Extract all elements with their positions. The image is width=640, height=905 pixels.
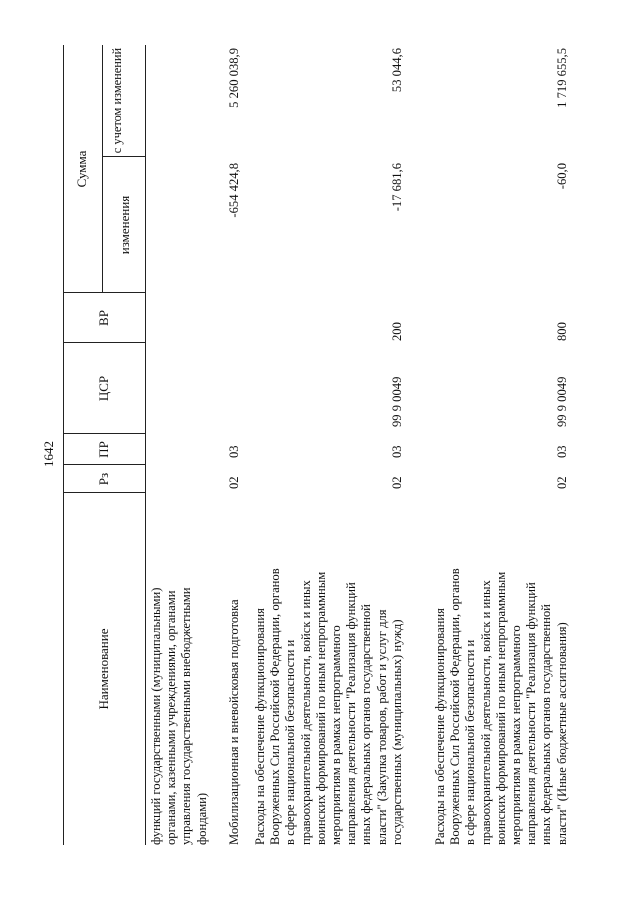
row-1-rz: 02	[227, 476, 241, 489]
row-1-name	[227, 493, 242, 845]
summa-divider	[102, 45, 103, 293]
row-3-total: 1 719 655,5	[555, 48, 569, 108]
name-line: Вооруженных Сил Российской Федерации, органов	[448, 568, 463, 845]
name-line: мероприятиям в рамках непрограммного	[329, 625, 344, 845]
name-line: в сфере национальной безопасности и	[283, 639, 298, 845]
row-1-total: 5 260 038,9	[227, 48, 241, 108]
row-0-name	[149, 493, 210, 845]
row-2-csr: 99 9 0049	[390, 376, 404, 427]
name-line: направления деятельности "Реализация функций	[524, 582, 539, 845]
name-line: функций государственными (муниципальными)	[149, 587, 163, 845]
row-1-change: -654 424,8	[227, 163, 241, 218]
header-bottom-border	[145, 45, 146, 845]
name-line: воинских формирований по иным непрограммным	[313, 571, 328, 845]
row-3-csr: 99 9 0049	[555, 376, 569, 427]
header-vr: ВР	[96, 310, 111, 326]
header-changes: изменения	[117, 195, 132, 255]
row-2-total: 53 044,6	[390, 48, 404, 93]
table-top-border	[63, 45, 64, 845]
row-2-pr: 03	[390, 445, 404, 458]
name-line: власти" (Иные бюджетные ассигнования)	[554, 622, 569, 845]
header-name: Наименование	[96, 628, 111, 710]
page-number: 1642	[41, 441, 56, 467]
row-3-change: -60,0	[555, 163, 569, 190]
name-line: Мобилизационная и вневойсковая подготовка	[227, 599, 241, 845]
name-line: воинских формирований по иным непрограммным	[493, 571, 508, 845]
name-line: иных федеральных органов государственной	[539, 604, 554, 845]
header-summa: Сумма	[74, 150, 89, 188]
name-line: в сфере национальной безопасности и	[463, 639, 478, 845]
name-line: иных федеральных органов государственной	[359, 604, 374, 845]
name-line: Расходы на обеспечение функционирования	[253, 608, 267, 845]
row-3-rz: 02	[555, 476, 569, 489]
row-3-name	[433, 493, 570, 845]
header-rz: Рз	[96, 472, 111, 486]
name-line: государственных (муниципальных) нужд)	[389, 619, 404, 845]
name-line: Расходы на обеспечение функционирования	[433, 608, 447, 845]
row-2-change: -17 681,6	[390, 163, 404, 212]
name-line: управления государственными внебюджетными	[179, 587, 194, 845]
row-3-pr: 03	[555, 445, 569, 458]
name-line: мероприятиям в рамках непрограммного	[509, 625, 524, 845]
header-csr: ЦСР	[96, 375, 111, 402]
header-pr: ПР	[96, 441, 111, 458]
name-line: направления деятельности "Реализация функций	[344, 582, 359, 845]
name-line: Вооруженных Сил Российской Федерации, органов	[268, 568, 283, 845]
name-line: правоохранительной деятельности, войск и иных	[478, 580, 493, 845]
name-line: правоохранительной деятельности, войск и иных	[298, 580, 313, 845]
row-3-vr: 800	[555, 322, 569, 341]
name-line: органами, казенными учреждениями, органами	[164, 590, 179, 845]
row-2-rz: 02	[390, 476, 404, 489]
header-with-changes: с учетом изменений	[110, 47, 124, 154]
name-line: фондами)	[194, 792, 209, 845]
row-1-pr: 03	[227, 445, 241, 458]
row-2-name	[253, 493, 405, 845]
name-line: власти" (Закупка товаров, работ и услуг для	[374, 609, 389, 845]
row-2-vr: 200	[390, 322, 404, 341]
